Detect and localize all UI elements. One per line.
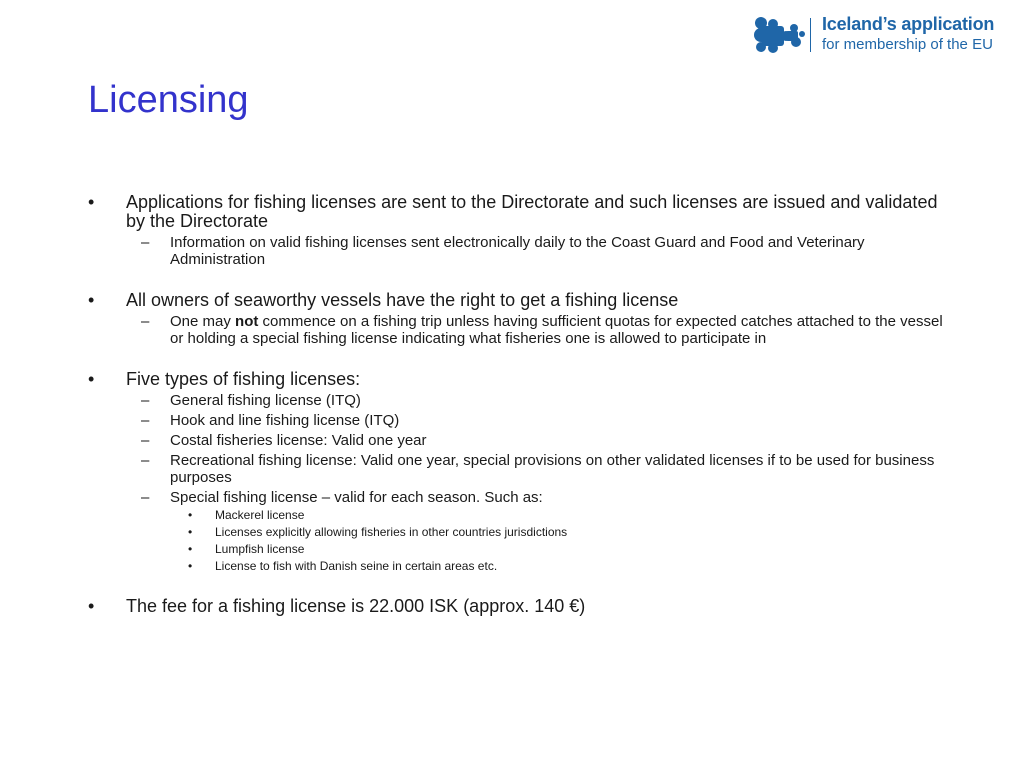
- sub-bullet-electronic-info: [88, 234, 948, 268]
- puzzle-logo-icon: [752, 14, 806, 54]
- special-license-item: [88, 525, 948, 540]
- bullet-icon: •: [88, 290, 95, 310]
- dash-icon: –: [141, 392, 150, 409]
- slide-content: [88, 193, 948, 616]
- logo-line2: for membership of the EU: [822, 36, 993, 53]
- special-license-text: Mackerel license: [215, 508, 305, 522]
- bullet-applications: [88, 193, 948, 231]
- special-license-item: [88, 559, 948, 574]
- license-type-item: [88, 392, 948, 409]
- sub-bullet-text-pre: One may: [170, 313, 236, 330]
- slide-title: Licensing: [88, 79, 249, 121]
- bullet-license-fee: [88, 597, 948, 616]
- license-type-item: [88, 452, 948, 486]
- bullet-icon: •: [188, 508, 193, 522]
- special-license-text: Licenses explicitly allowing fisheries in other countries jurisdictions: [215, 525, 568, 539]
- license-type-item: [88, 489, 948, 506]
- sub-bullet-text-bold: not: [235, 313, 259, 330]
- special-license-item: [88, 542, 948, 557]
- bullet-icon: •: [188, 542, 193, 556]
- bullet-text: The fee for a fishing license is 22.000 ISK (approx. 140 €): [126, 596, 586, 616]
- license-type-text: General fishing license (ITQ): [170, 392, 361, 409]
- sub-bullet-text: Information on valid fishing licenses sent electronically daily to the Coast Guard and Food and Veterinary Administration: [170, 234, 865, 268]
- special-license-text: License to fish with Danish seine in certain areas etc.: [215, 559, 498, 573]
- logo-divider: [810, 18, 811, 52]
- sub-bullet-text-post: commence on a fishing trip unless having sufficient quotas for expected catches attached to the vessel or holding a special fishing license indicating what fisheries one is allowed to participate in: [170, 313, 943, 347]
- sub-bullet-quota-rule: [88, 313, 948, 347]
- bullet-icon: •: [88, 596, 95, 616]
- license-type-item: [88, 412, 948, 429]
- special-license-item: [88, 508, 948, 523]
- dash-icon: –: [141, 452, 150, 469]
- license-type-item: [88, 432, 948, 449]
- bullet-license-types: [88, 370, 948, 389]
- bullet-owners-right: [88, 291, 948, 310]
- special-license-text: Lumpfish license: [215, 542, 305, 556]
- dash-icon: –: [141, 234, 150, 251]
- iceland-eu-logo: [752, 14, 1012, 58]
- logo-line1: Iceland’s application: [822, 14, 995, 34]
- license-type-text: Recreational fishing license: Valid one year, special provisions on other validated licenses if to be used for business purposes: [170, 452, 935, 486]
- license-type-text: Costal fisheries license: Valid one year: [170, 432, 427, 449]
- dash-icon: –: [141, 313, 150, 330]
- dash-icon: –: [141, 412, 150, 429]
- bullet-text: Five types of fishing licenses:: [126, 369, 361, 389]
- bullet-icon: •: [188, 559, 193, 573]
- dash-icon: –: [141, 432, 150, 449]
- bullet-text: Applications for fishing licenses are sent to the Directorate and such licenses are issued and validated by the Directorate: [126, 192, 938, 231]
- license-type-text: Special fishing license – valid for each season. Such as:: [170, 489, 543, 506]
- bullet-icon: •: [88, 192, 95, 212]
- license-type-text: Hook and line fishing license (ITQ): [170, 412, 400, 429]
- bullet-icon: •: [88, 369, 95, 389]
- bullet-text: All owners of seaworthy vessels have the right to get a fishing license: [126, 290, 679, 310]
- bullet-icon: •: [188, 525, 193, 539]
- dash-icon: –: [141, 489, 150, 506]
